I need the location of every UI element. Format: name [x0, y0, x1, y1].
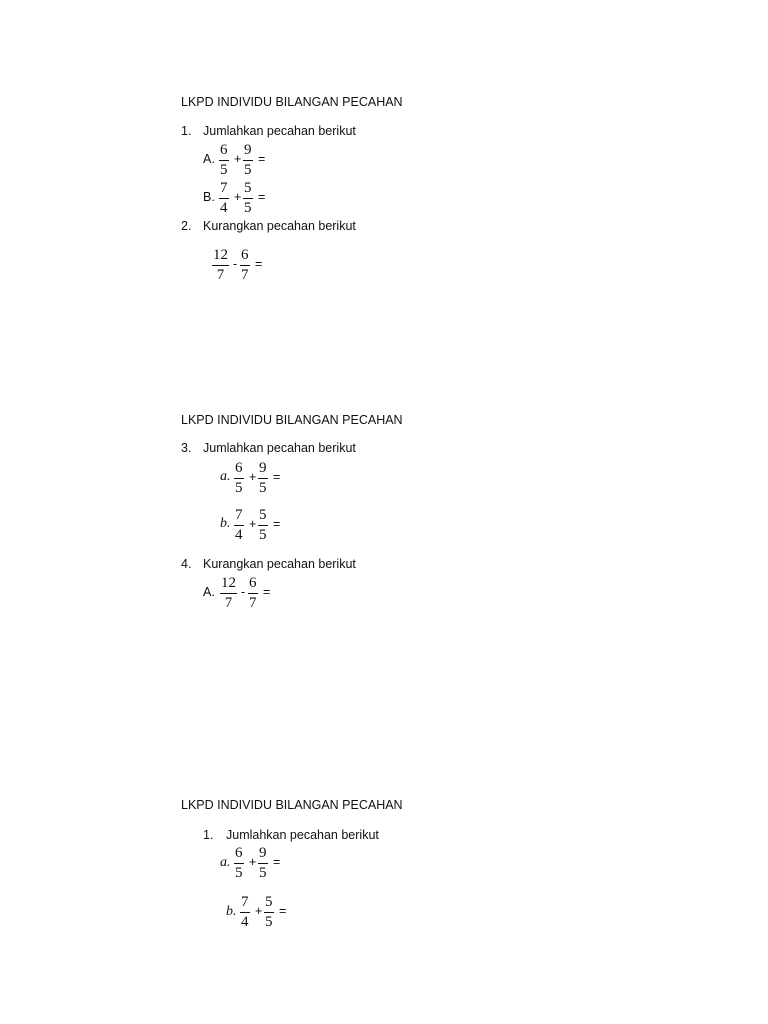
- numerator: 5: [259, 507, 267, 523]
- section-2-item-b-label: b.: [220, 516, 231, 531]
- numerator: 5: [265, 894, 273, 910]
- section-3-title: LKPD INDIVIDU BILANGAN PECAHAN: [181, 798, 403, 812]
- section-1-question-2-text: Kurangkan pecahan berikut: [203, 219, 356, 233]
- section-2-item-c-label: A.: [203, 585, 215, 599]
- section-3-question-1-number: 1.: [203, 828, 214, 842]
- denominator: 5: [244, 162, 252, 178]
- section-3-item-b-label: b.: [226, 904, 237, 919]
- section-1-item-b-label: B.: [203, 190, 215, 204]
- denominator: 7: [224, 595, 233, 611]
- section-1-question-1-text: Jumlahkan pecahan berikut: [203, 124, 356, 138]
- section-1-question-1-number: 1.: [181, 124, 192, 138]
- section-2-item-a-operator: +: [249, 470, 257, 484]
- numerator: 5: [244, 180, 252, 196]
- section-3-item-b-fraction-2: [264, 895, 274, 930]
- denominator: 5: [244, 200, 252, 216]
- section-3-item-b-operator: +: [255, 904, 263, 918]
- section-3-item-b-equals: =: [279, 904, 287, 918]
- section-2-item-b-fraction-1: [234, 508, 244, 543]
- numerator: 7: [235, 507, 243, 523]
- section-1-title: LKPD INDIVIDU BILANGAN PECAHAN: [181, 95, 403, 109]
- section-3-item-b-fraction-1: [240, 895, 250, 930]
- section-3-item-a-equals: =: [273, 855, 281, 869]
- section-1-question-2-number: 2.: [181, 219, 192, 233]
- numerator: 6: [220, 142, 228, 158]
- section-1-item-b-equals: =: [258, 190, 266, 204]
- section-2-item-c-fraction-1: [220, 576, 237, 611]
- numerator: 7: [241, 894, 249, 910]
- denominator: 5: [220, 162, 228, 178]
- denominator: 7: [216, 267, 225, 283]
- section-2-question-4-text: Kurangkan pecahan berikut: [203, 557, 356, 571]
- section-2-question-4-number: 4.: [181, 557, 192, 571]
- numerator: 9: [259, 460, 267, 476]
- section-1-item-b-fraction-2: [243, 181, 253, 216]
- section-1-item-c-fraction-1: [212, 248, 229, 283]
- section-1-item-a-label: A.: [203, 152, 215, 166]
- section-1-item-c-fraction-2: [240, 248, 250, 283]
- section-3-item-a-fraction-1: [234, 846, 244, 881]
- section-1-item-a-fraction-2: [243, 143, 253, 178]
- denominator: 7: [249, 595, 257, 611]
- section-1-item-b-fraction-1: [219, 181, 229, 216]
- section-2-item-a-fraction-2: [258, 461, 268, 496]
- denominator: 5: [259, 865, 267, 881]
- section-1-item-a-fraction-1: [219, 143, 229, 178]
- numerator: 6: [249, 575, 257, 591]
- section-2-item-a-equals: =: [273, 470, 281, 484]
- denominator: 5: [235, 865, 243, 881]
- denominator: 4: [235, 527, 243, 543]
- section-2-item-b-equals: =: [273, 517, 281, 531]
- section-1-item-c-operator: -: [233, 257, 238, 271]
- numerator: 6: [241, 247, 249, 263]
- section-2-item-b-fraction-2: [258, 508, 268, 543]
- section-2-item-a-fraction-1: [234, 461, 244, 496]
- section-2-title: LKPD INDIVIDU BILANGAN PECAHAN: [181, 413, 403, 427]
- numerator: 12: [213, 247, 228, 263]
- denominator: 4: [220, 200, 228, 216]
- section-2-item-c-operator: -: [241, 585, 246, 599]
- denominator: 5: [259, 527, 267, 543]
- section-2-item-c-fraction-2: [248, 576, 258, 611]
- section-1-item-a-operator: +: [234, 152, 242, 166]
- numerator: 6: [235, 845, 243, 861]
- section-2-question-3-number: 3.: [181, 441, 192, 455]
- numerator: 6: [235, 460, 243, 476]
- section-1-item-a-equals: =: [258, 152, 266, 166]
- denominator: 5: [259, 480, 267, 496]
- numerator: 12: [221, 575, 236, 591]
- denominator: 5: [265, 914, 273, 930]
- section-3-item-a-label: a.: [220, 855, 231, 870]
- denominator: 5: [235, 480, 243, 496]
- section-1-item-c-equals: =: [255, 257, 263, 271]
- numerator: 9: [259, 845, 267, 861]
- denominator: 4: [241, 914, 249, 930]
- section-2-item-b-operator: +: [249, 517, 257, 531]
- section-3-question-1-text: Jumlahkan pecahan berikut: [226, 828, 379, 842]
- section-2-question-3-text: Jumlahkan pecahan berikut: [203, 441, 356, 455]
- numerator: 7: [220, 180, 228, 196]
- numerator: 9: [244, 142, 252, 158]
- section-2-item-c-equals: =: [263, 585, 271, 599]
- section-1-item-b-operator: +: [234, 190, 242, 204]
- section-2-item-a-label: a.: [220, 469, 231, 484]
- section-3-item-a-operator: +: [249, 855, 257, 869]
- denominator: 7: [241, 267, 249, 283]
- section-3-item-a-fraction-2: [258, 846, 268, 881]
